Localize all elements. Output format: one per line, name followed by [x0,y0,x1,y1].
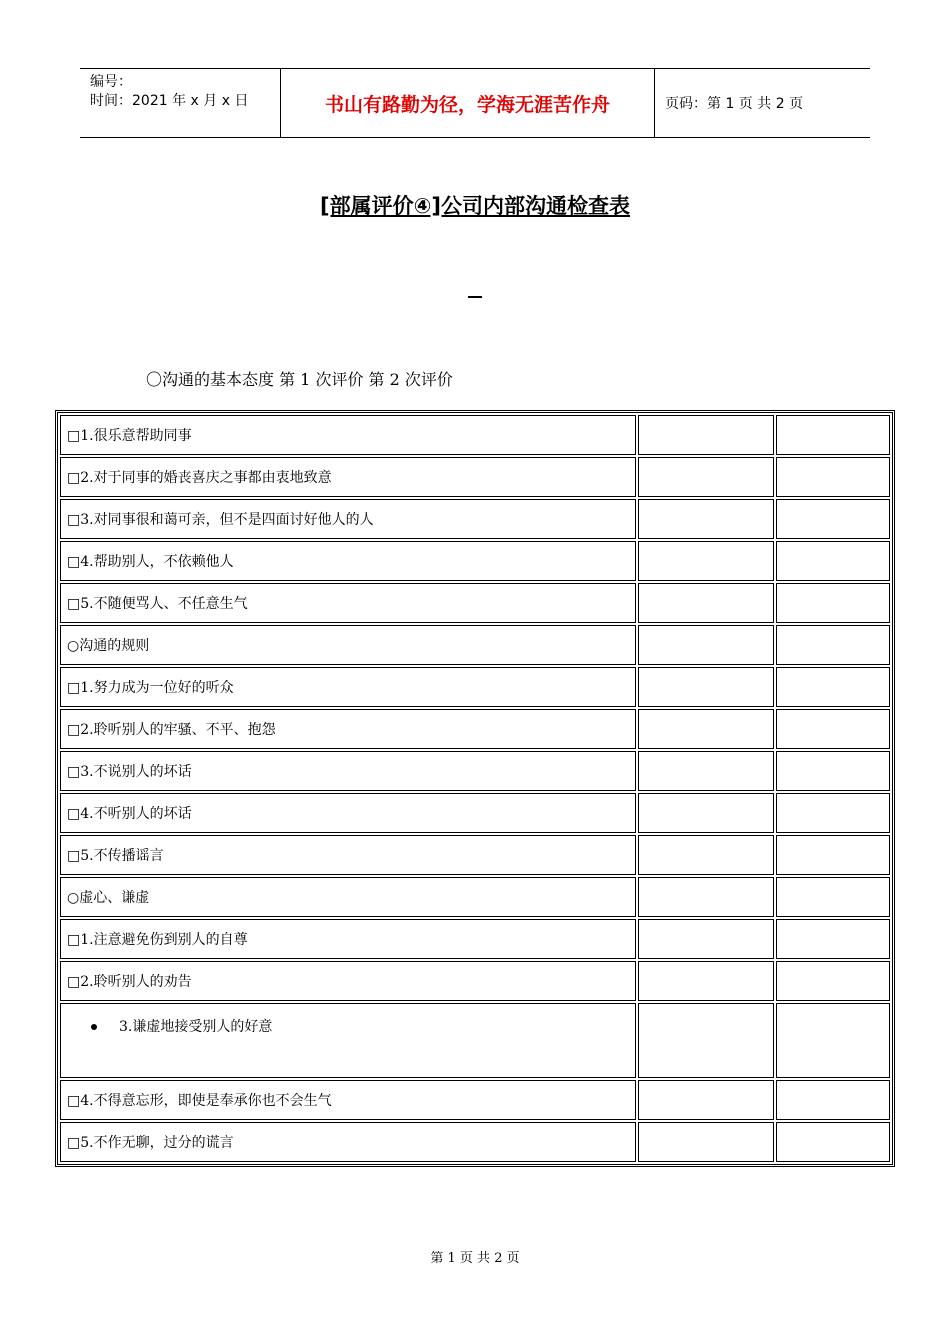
item-text-cell [60,541,636,581]
table-row [60,751,890,791]
first-evaluation-cell[interactable] [638,877,774,917]
dash-divider [468,296,482,298]
first-evaluation-cell[interactable] [638,667,774,707]
second-evaluation-cell[interactable] [776,415,890,455]
item-text-cell [60,667,636,707]
table-row [60,499,890,539]
second-evaluation-cell[interactable] [776,625,890,665]
item-text: □3.不说别人的坏话 [67,764,192,780]
table-row [60,625,890,665]
first-evaluation-cell[interactable] [638,919,774,959]
table-row [60,541,890,581]
header-meta [80,69,281,137]
first-evaluation-cell[interactable] [638,793,774,833]
table-row [60,877,890,917]
item-text-cell [60,709,636,749]
second-evaluation-cell[interactable] [776,583,890,623]
item-text-cell [60,751,636,791]
section-heading: 〇沟通的基本态度 第 1 次评价 第 2 次评价 [146,370,453,389]
first-evaluation-cell[interactable] [638,1080,774,1120]
item-text-cell [60,1003,636,1078]
first-evaluation-cell[interactable] [638,625,774,665]
checklist-body [60,415,890,1162]
serial-label: 编号： [90,74,132,90]
table-row [60,919,890,959]
table-row [60,835,890,875]
item-text: □4.不听别人的坏话 [67,806,192,822]
second-evaluation-cell[interactable] [776,961,890,1001]
second-evaluation-cell[interactable] [776,1003,890,1078]
item-text-cell [60,793,636,833]
second-evaluation-cell[interactable] [776,709,890,749]
header-motto: 书山有路勤为径，学海无涯苦作舟 [281,69,655,137]
table-row [60,709,890,749]
item-text: □2.聆听别人的牢骚、不平、抱怨 [67,722,276,738]
first-evaluation-cell[interactable] [638,541,774,581]
second-evaluation-cell[interactable] [776,1122,890,1162]
item-text: □3.对同事很和蔼可亲，但不是四面讨好他人的人 [67,512,374,528]
item-text-cell [60,1080,636,1120]
first-evaluation-cell[interactable] [638,415,774,455]
item-text-cell [60,1122,636,1162]
item-text-cell [60,625,636,665]
item-text: □4.不得意忘形，即使是奉承你也不会生气 [67,1093,332,1109]
header-page-info: 页码：第 1 页 共 2 页 [665,96,804,112]
item-text-cell [60,583,636,623]
second-evaluation-cell[interactable] [776,835,890,875]
item-text-cell [60,877,636,917]
second-evaluation-cell[interactable] [776,877,890,917]
item-text-cell [60,457,636,497]
item-text: □1.注意避免伤到别人的自尊 [67,932,248,948]
second-evaluation-cell[interactable] [776,919,890,959]
table-row [60,1080,890,1120]
first-evaluation-cell[interactable] [638,751,774,791]
first-evaluation-cell[interactable] [638,835,774,875]
table-row [60,583,890,623]
table-row [60,1122,890,1162]
second-evaluation-cell[interactable] [776,457,890,497]
first-evaluation-cell[interactable] [638,1122,774,1162]
page-footer: 第 1 页 共 2 页 [430,1251,520,1266]
table-row [60,667,890,707]
table-row [60,457,890,497]
item-text: ○沟通的规则 [67,638,150,654]
table-row [60,793,890,833]
first-evaluation-cell[interactable] [638,457,774,497]
first-evaluation-cell[interactable] [638,961,774,1001]
item-text-cell [60,499,636,539]
item-text: □1.努力成为一位好的听众 [67,680,234,696]
second-evaluation-cell[interactable] [776,541,890,581]
item-text: 3.谦虚地接受别人的好意 [119,1019,273,1035]
checklist-table [55,410,895,1167]
second-evaluation-cell[interactable] [776,667,890,707]
table-row [60,415,890,455]
second-evaluation-cell[interactable] [776,1080,890,1120]
time-label: 时间：2021 年 x 月 x 日 [90,93,249,109]
item-text: ○虚心、谦虚 [67,890,150,906]
table-row [60,1003,890,1078]
second-evaluation-cell[interactable] [776,499,890,539]
item-text: □2.聆听别人的劝告 [67,974,192,990]
item-text: □4.帮助别人，不依赖他人 [67,554,234,570]
table-row [60,961,890,1001]
item-text-cell [60,961,636,1001]
second-evaluation-cell[interactable] [776,793,890,833]
first-evaluation-cell[interactable] [638,1003,774,1078]
item-text: □2.对于同事的婚丧喜庆之事都由衷地致意 [67,470,332,486]
item-text: □1.很乐意帮助同事 [67,428,192,444]
item-text-cell [60,919,636,959]
item-text: □5.不传播谣言 [67,848,164,864]
page-header [80,68,870,138]
item-text: □5.不作无聊，过分的谎言 [67,1135,234,1151]
first-evaluation-cell[interactable] [638,499,774,539]
first-evaluation-cell[interactable] [638,709,774,749]
document-title: [部属评价④]公司内部沟通检查表 [320,194,630,218]
first-evaluation-cell[interactable] [638,583,774,623]
item-text-cell [60,835,636,875]
second-evaluation-cell[interactable] [776,751,890,791]
bullet-icon [91,1024,97,1030]
item-text-cell [60,415,636,455]
item-text: □5.不随便骂人、不任意生气 [67,596,248,612]
